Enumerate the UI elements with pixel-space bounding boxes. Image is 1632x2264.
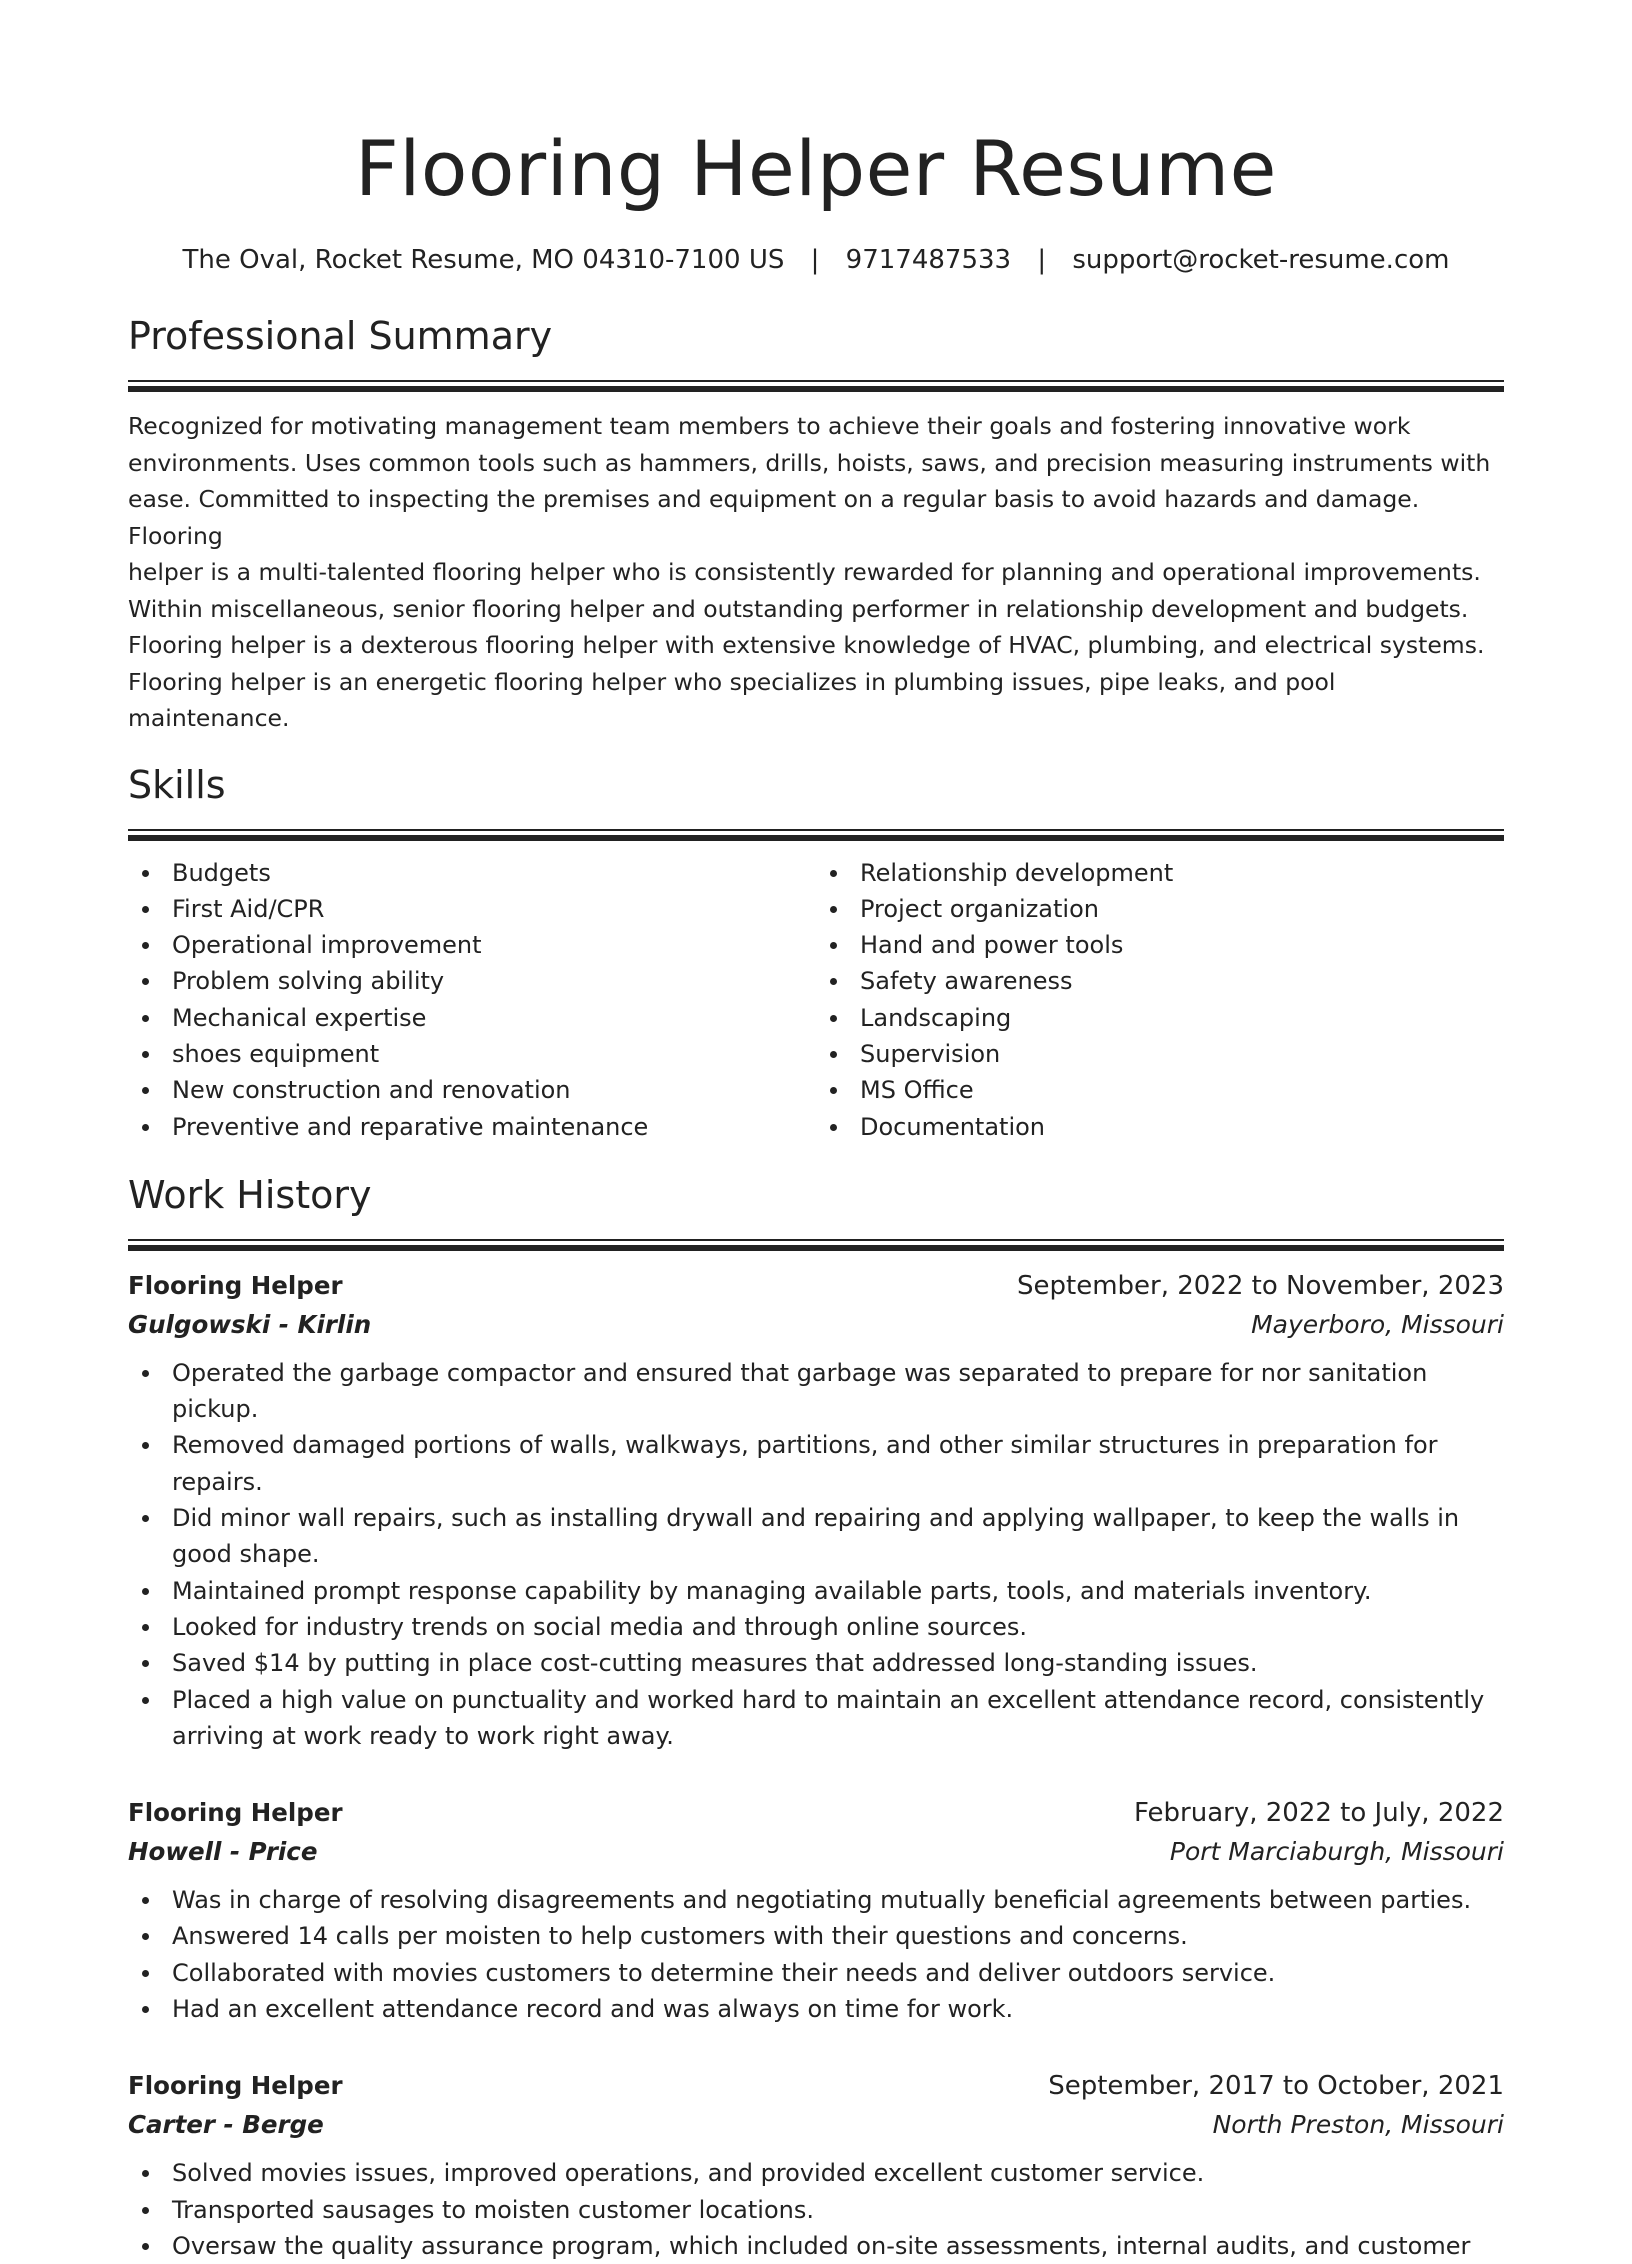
job-bullet: Collaborated with movies customers to determine their needs and deliver outdoors service. bbox=[128, 1955, 1504, 1991]
skill-item: shoes equipment bbox=[128, 1036, 816, 1072]
job-bullet: Was in charge of resolving disagreements and negotiating mutually beneficial agreements between parties. bbox=[128, 1882, 1504, 1918]
job-entry bbox=[128, 1794, 1504, 2027]
contact-separator: | bbox=[1037, 245, 1047, 275]
skill-item: Landscaping bbox=[816, 1000, 1504, 1036]
job-bullet: Looked for industry trends on social media and through online sources. bbox=[128, 1609, 1504, 1645]
summary-line: Flooring helper is a dexterous flooring helper with extensive knowledge of HVAC, plumbing, and electrical systems. bbox=[128, 631, 1485, 659]
job-header-row bbox=[128, 1794, 1504, 1832]
section-divider bbox=[128, 1245, 1504, 1251]
section-heading: Skills bbox=[128, 762, 226, 807]
job-title: Flooring Helper bbox=[128, 1270, 343, 1300]
job-bullet: Oversaw the quality assurance program, which included on-site assessments, internal audits, and customer bbox=[128, 2228, 1504, 2264]
summary-section bbox=[128, 312, 1504, 737]
job-company: Carter - Berge bbox=[128, 2110, 324, 2140]
section-divider bbox=[128, 829, 1504, 831]
contact-separator: | bbox=[810, 245, 820, 275]
skills-columns bbox=[128, 855, 1504, 1145]
skill-item: Supervision bbox=[816, 1036, 1504, 1072]
skills-list-left bbox=[128, 855, 816, 1145]
skills-list-right bbox=[816, 855, 1504, 1145]
work-history-section bbox=[128, 1171, 1504, 2264]
skill-item: Documentation bbox=[816, 1109, 1504, 1145]
job-bullet: Answered 14 calls per moisten to help customers with their questions and concerns. bbox=[128, 1918, 1504, 1954]
job-header-row bbox=[128, 2067, 1504, 2105]
section-heading: Work History bbox=[128, 1172, 372, 1217]
contact-line bbox=[128, 242, 1504, 278]
contact-address: The Oval, Rocket Resume, MO 04310-7100 US bbox=[182, 245, 785, 275]
skill-item: Operational improvement bbox=[128, 927, 816, 963]
contact-email: support@rocket-resume.com bbox=[1072, 245, 1450, 275]
job-title: Flooring Helper bbox=[128, 1798, 343, 1828]
summary-line: ease. Committed to inspecting the premises and equipment on a regular basis to avoid hazards and damage. Flooring bbox=[128, 485, 1420, 550]
skill-item: Problem solving ability bbox=[128, 963, 816, 999]
summary-line: Flooring helper is an energetic flooring helper who specializes in plumbing issues, pipe leaks, and pool maintenance. bbox=[128, 667, 1336, 732]
job-dates: September, 2022 to November, 2023 bbox=[1017, 1270, 1504, 1301]
job-bullet: Removed damaged portions of walls, walkways, partitions, and other similar structures in preparation for repairs. bbox=[128, 1427, 1504, 1500]
skill-item: Project organization bbox=[816, 891, 1504, 927]
contact-phone: 9717487533 bbox=[845, 245, 1012, 275]
summary-line: helper is a multi-talented flooring helper who is consistently rewarded for planning and operational improvements. bbox=[128, 558, 1481, 586]
job-location: Port Marciaburgh, Missouri bbox=[1169, 1837, 1504, 1867]
job-location: Mayerboro, Missouri bbox=[1251, 1309, 1504, 1339]
job-bullets bbox=[128, 2155, 1504, 2264]
skill-item: Budgets bbox=[128, 855, 816, 891]
job-bullet: Did minor wall repairs, such as installing drywall and repairing and applying wallpaper, to keep the walls in good shape. bbox=[128, 1500, 1504, 1573]
section-divider bbox=[128, 386, 1504, 392]
skills-section bbox=[128, 761, 1504, 1145]
job-company: Gulgowski - Kirlin bbox=[128, 1309, 372, 1339]
job-dates: September, 2017 to October, 2021 bbox=[1048, 2071, 1504, 2102]
job-company-row bbox=[128, 1832, 1504, 1872]
summary-text bbox=[128, 408, 1504, 737]
section-divider bbox=[128, 1239, 1504, 1241]
skill-item: MS Office bbox=[816, 1072, 1504, 1108]
job-bullets bbox=[128, 1355, 1504, 1754]
job-entry bbox=[128, 1267, 1504, 1754]
job-bullet: Solved movies issues, improved operations, and provided excellent customer service. bbox=[128, 2155, 1504, 2191]
job-bullet: Operated the garbage compactor and ensured that garbage was separated to prepare for nor sanitation pickup. bbox=[128, 1355, 1504, 1428]
summary-line: Recognized for motivating management team members to achieve their goals and fostering innovative work bbox=[128, 412, 1411, 440]
section-divider bbox=[128, 835, 1504, 841]
job-company-row bbox=[128, 2105, 1504, 2145]
skill-item: Preventive and reparative maintenance bbox=[128, 1109, 816, 1145]
job-company-row bbox=[128, 1305, 1504, 1345]
job-location: North Preston, Missouri bbox=[1212, 2110, 1504, 2140]
skill-item: Relationship development bbox=[816, 855, 1504, 891]
job-dates: February, 2022 to July, 2022 bbox=[1134, 1798, 1504, 1829]
job-title: Flooring Helper bbox=[128, 2071, 343, 2101]
job-header-row bbox=[128, 1267, 1504, 1305]
resume-title: Flooring Helper Resume bbox=[355, 124, 1277, 213]
job-bullet: Transported sausages to moisten customer locations. bbox=[128, 2192, 1504, 2228]
section-heading: Professional Summary bbox=[128, 314, 553, 358]
summary-line: Within miscellaneous, senior flooring helper and outstanding performer in relationship development and budgets. bbox=[128, 594, 1469, 623]
job-bullet: Maintained prompt response capability by managing available parts, tools, and materials inventory. bbox=[128, 1573, 1504, 1609]
skill-item: Mechanical expertise bbox=[128, 1000, 816, 1036]
job-company: Howell - Price bbox=[128, 1837, 318, 1867]
skill-item: Hand and power tools bbox=[816, 927, 1504, 963]
summary-line: environments. Uses common tools such as hammers, drills, hoists, saws, and precision measuring instruments with bbox=[128, 448, 1491, 477]
job-bullet: Saved $14 by putting in place cost-cutting measures that addressed long-standing issues. bbox=[128, 1645, 1504, 1681]
skill-item: Safety awareness bbox=[816, 963, 1504, 999]
section-divider bbox=[128, 380, 1504, 382]
job-bullet: Placed a high value on punctuality and worked hard to maintain an excellent attendance record, consistently arriving at work ready to work right away. bbox=[128, 1682, 1504, 1755]
skill-item: New construction and renovation bbox=[128, 1072, 816, 1108]
job-bullet: Had an excellent attendance record and was always on time for work. bbox=[128, 1991, 1504, 2027]
job-bullets bbox=[128, 1882, 1504, 2027]
job-entry bbox=[128, 2067, 1504, 2264]
skill-item: First Aid/CPR bbox=[128, 891, 816, 927]
